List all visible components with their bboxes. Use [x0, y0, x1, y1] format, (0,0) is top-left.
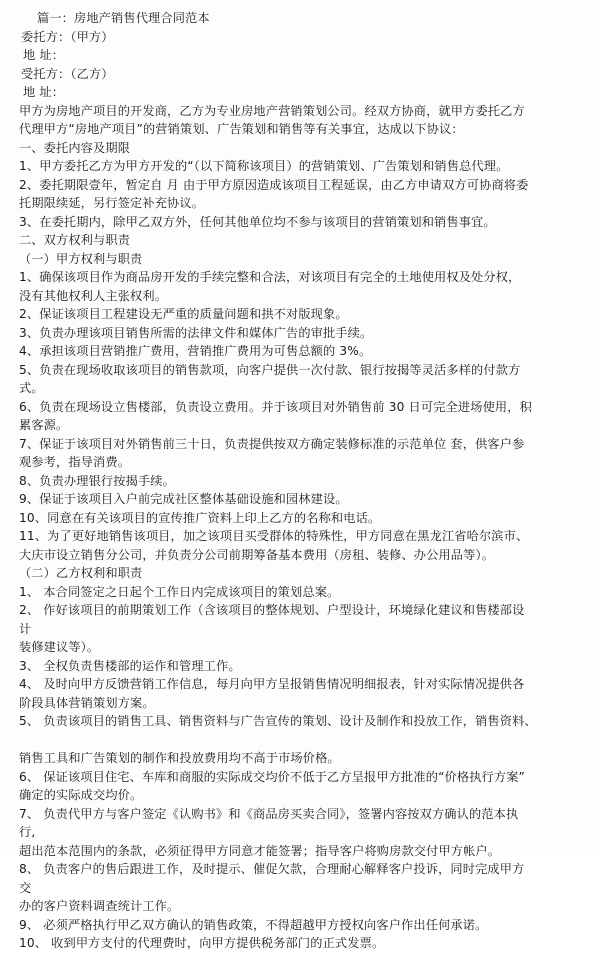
- client-party-line: 委托方：（甲方）: [21, 29, 114, 44]
- clause-line: 办的客户资料调查统计工作。: [19, 899, 180, 913]
- preamble-line: 代理甲方“房地产项目”的营销策划、广告策划和销售等有关事宜，达成以下协议：: [19, 122, 464, 136]
- document-title: 篇一：房地产销售代理合同范本: [37, 11, 210, 25]
- clause-line: 行,: [19, 825, 36, 839]
- clause-line: 没有其他权利人主张权利。: [19, 288, 168, 303]
- clause-line: 5、 负责该项目的销售工具、销售资料与广告宣传的策划、设计及制作和投放工作，销售资料、: [19, 714, 537, 728]
- clause-line: 装修建议等）。: [19, 640, 100, 654]
- clause-line: 8、 负责客户的售后跟进工作，及时提示、催促欠款，合理耐心解释客户投诉，同时完成甲方: [19, 862, 525, 876]
- clause-line: 1、确保该项目作为商品房开发的手续完整和合法，对该项目有完全的土地使用权及处分权，: [19, 270, 521, 284]
- clause-line: 10、同意在有关该项目的宣传推广资料上印上乙方的名称和电话。: [19, 510, 381, 525]
- clause-line: 8、负责办理银行按揭手续。: [19, 473, 175, 488]
- clause-line: 4、 及时向甲方反馈营销工作信息，每月向甲方呈报销售情况明细报表，针对实际情况提供各: [19, 677, 525, 691]
- clause-line: 7、保证于该项目对外销售前三十日，负责提供按双方确定装修标准的示范单位 套，供客户参: [19, 436, 525, 451]
- clause-line: 3、 全权负责售楼部的运作和管理工作。: [19, 658, 241, 673]
- clause-line: 超出范本范围内的条款，必须征得甲方同意才能签署；指导客户将购房款交付甲方帐户。: [19, 843, 501, 858]
- clause-line: 7、 负责代甲方与客户签定《认购书》和《商品房买卖合同》，签署内容按双方确认的范本执: [19, 806, 519, 821]
- clause-line: 11、为了更好地销售该项目，加之该项目买受群体的特殊性，甲方同意在黑龙江省哈尔滨市、: [19, 529, 529, 543]
- subsection-heading: （一）甲方权利与职责: [19, 251, 143, 266]
- clause-line: 9、保证于该项目入户前完成社区整体基础设施和园林建设。: [19, 492, 348, 506]
- clause-line: 4、承担该项目营销推广费用，营销推广费用为可售总额的 3%。: [19, 344, 372, 358]
- contract-text: [19, 9, 587, 953]
- clause-line: 3、在委托期内，除甲乙双方外，任何其他单位均不参与该项目的营销策划和销售事宜。: [19, 214, 496, 229]
- section-heading: 二、双方权利与职责: [19, 233, 131, 247]
- clause-line: 托期限续延，另行签定补充协议。: [19, 196, 205, 210]
- preamble-line: 甲方为房地产项目的开发商，乙方为专业房地产营销策划公司。经双方协商，就甲方委托乙方: [19, 103, 525, 118]
- agent-party-line: 受托方：（乙方）: [21, 66, 114, 81]
- clause-line: 6、 保证该项目住宅、车库和商服的实际成交均价不低于乙方呈报甲方批准的“价格执行方案”: [19, 769, 526, 784]
- section-heading: 一、委托内容及期限: [19, 140, 131, 155]
- clause-line: 2、委托期限壹年，暂定自 月 由于甲方原因造成该项目工程延误，由乙方申请双方可协商将委: [19, 177, 529, 192]
- client-address-line: 地 址：: [23, 48, 65, 62]
- clause-line: 计: [19, 621, 32, 636]
- clause-line: 6、负责在现场设立售楼部，负责设立费用。并于该项目对外销售前 30 日可完全进场使用，积: [19, 399, 532, 414]
- clause-line: 5、负责在现场收取该项目的销售款项，向客户提供一次付款、银行按揭等灵活多样的付款方: [19, 362, 521, 377]
- clause-line: 2、保证该项目工程建设无严重的质量问题和拱不对版现象。: [19, 307, 348, 321]
- clause-line: 2、 作好该项目的前期策划工作（含该项目的整体规划、户型设计，环境绿化建议和售楼部设: [19, 603, 525, 617]
- clause-line: 确定的实际成交均价。: [19, 788, 143, 802]
- clause-line: 观参考，指导消费。: [19, 455, 131, 469]
- clause-line: 累客源。: [19, 418, 69, 432]
- clause-line: 10、 收到甲方支付的代理费时，向甲方提供税务部门的正式发票。: [19, 936, 385, 950]
- clause-line: 交: [19, 880, 32, 895]
- clause-line: 阶段具体营销策划方案。: [19, 695, 155, 710]
- clause-line: 3、负责办理该项目销售所需的法律文件和媒体广告的审批手续。: [19, 325, 373, 340]
- blank-line: [19, 731, 587, 750]
- agent-address-line: 地 址：: [23, 85, 65, 99]
- subsection-heading: （二）乙方权利和职责: [19, 566, 143, 580]
- clause-line: 1、 本合同签定之日起个工作日内完成该项目的策划总案。: [19, 584, 340, 599]
- clause-line: 式。: [19, 381, 44, 395]
- clause-line: 销售工具和广告策划的制作和投放费用均不高于市场价格。: [19, 751, 340, 765]
- clause-line: 大庆市设立销售分公司，并负责分公司前期筹备基本费用（房租、装修、办公用品等）。: [19, 547, 495, 562]
- clause-line: 1、甲方委托乙方为甲方开发的“（以下简称该项目）的营销策划、广告策划和销售总代理。: [19, 159, 509, 173]
- clause-line: 9、 必须严格执行甲乙双方确认的销售政策，不得超越甲方授权向客户作出任何承诺。: [19, 917, 488, 932]
